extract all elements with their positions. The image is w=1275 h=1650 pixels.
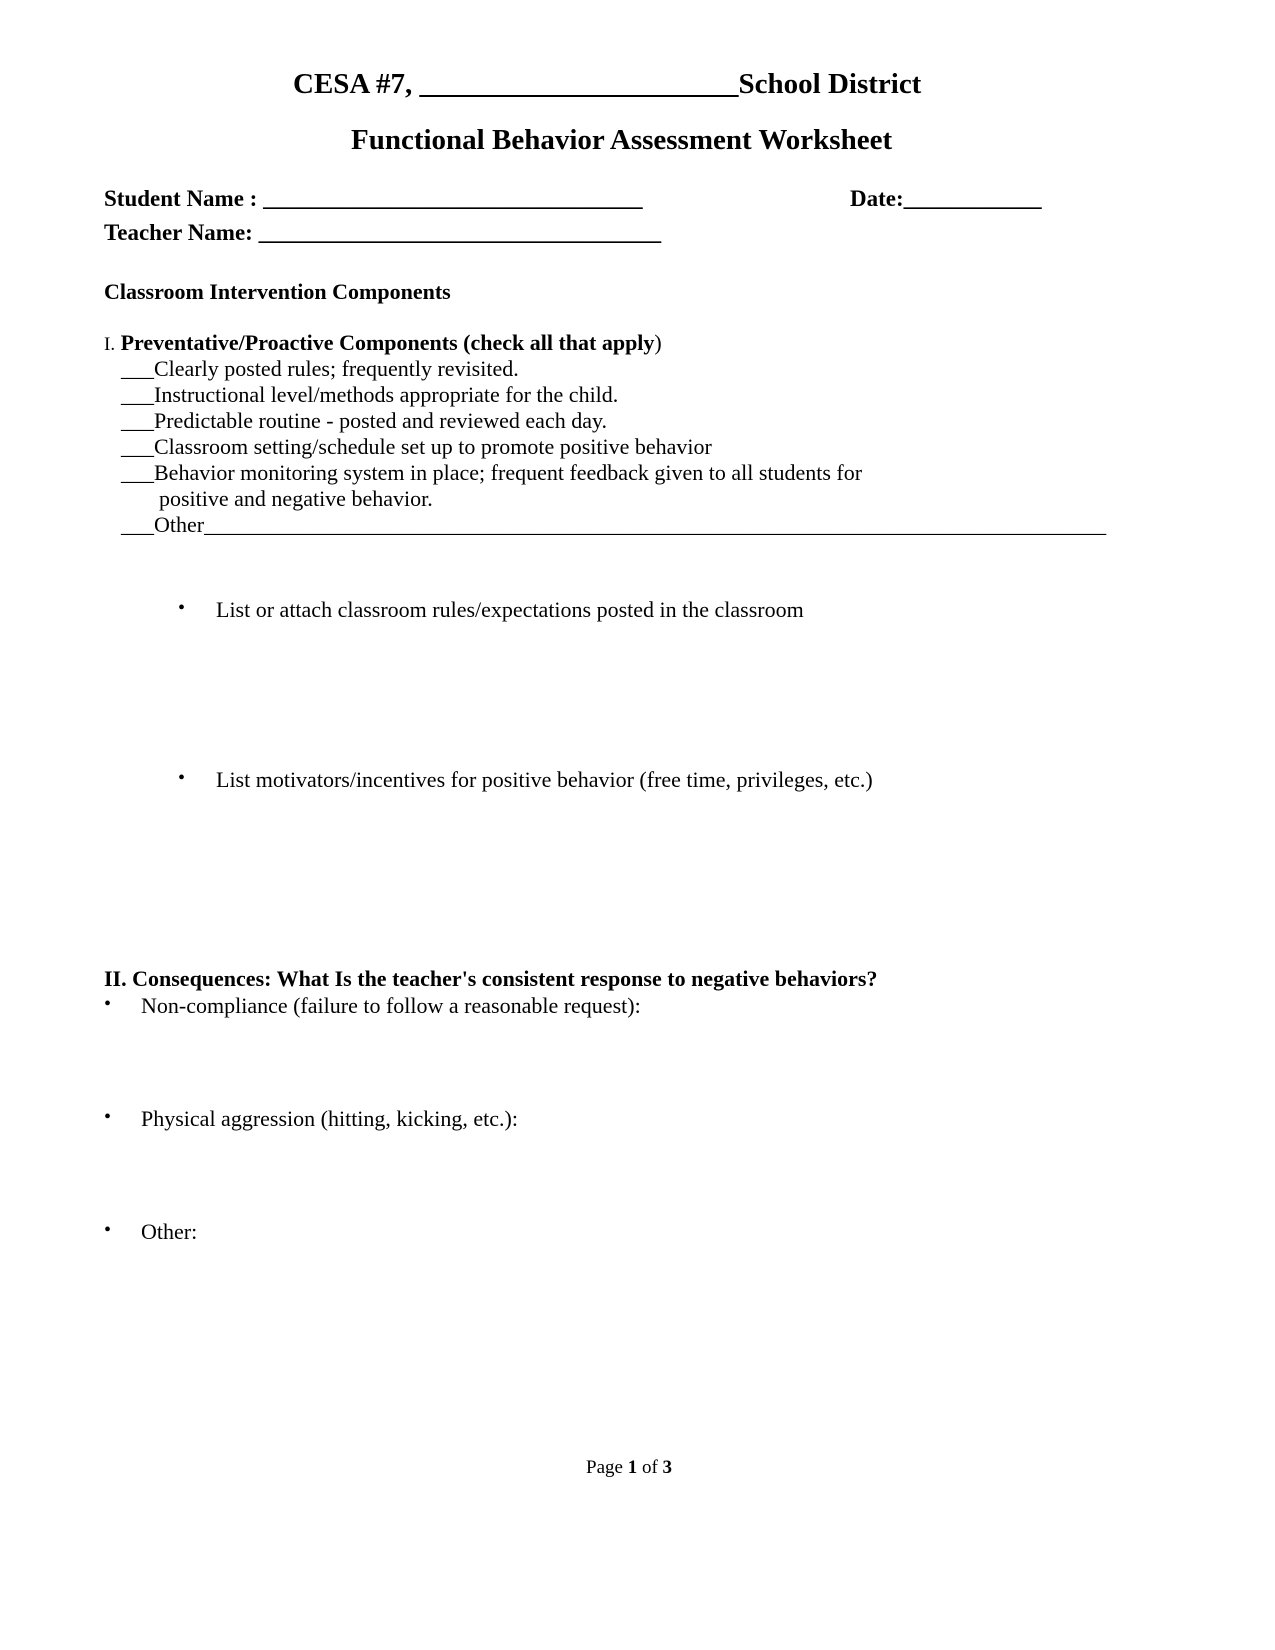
section-2-heading: II. Consequences: What Is the teacher's consistent response to negative behaviors? [104,966,878,991]
bullet-icon: • [178,597,186,619]
section-heading: Classroom Intervention Components [104,279,451,304]
date-field: Date:____________ [850,186,1042,211]
checklist-item-other: ___Other__________________________________________________________________________________ [121,512,1107,537]
page-number [586,1457,672,1479]
section-1-heading-text: Preventative/Proactive Components (check all that apply [120,330,655,355]
bullet-icon: • [178,767,186,789]
prompt-physical-aggression: Physical aggression (hitting, kicking, etc.): [141,1106,518,1131]
checklist-item: ___Behavior monitoring system in place; frequent feedback given to all students for [121,460,863,485]
section-1-numeral: I. [104,334,116,355]
prompt-motivators: List motivators/incentives for positive behavior (free time, privileges, etc.) [216,767,873,792]
page-label: Page [586,1457,628,1478]
section-1-heading [104,330,662,356]
section-1-heading-close: ) [654,330,662,355]
checklist-item: ___Predictable routine - posted and reviewed each day. [121,408,608,433]
page-of-label: of [637,1457,663,1478]
checklist-item-continuation: positive and negative behavior. [159,486,433,511]
checklist-item: ___Instructional level/methods appropriate for the child. [121,382,619,407]
bullet-icon: • [104,1106,112,1128]
teacher-name-field: Teacher Name: ___________________________________ [104,220,662,245]
prompt-non-compliance: Non-compliance (failure to follow a reasonable request): [141,993,641,1018]
checklist-item: ___Classroom setting/schedule set up to promote positive behavior [121,434,712,459]
bullet-icon: • [104,993,112,1015]
page-current: 1 [627,1457,638,1478]
district-line: CESA #7, ______________________School District [293,68,922,100]
bullet-icon: • [104,1219,112,1241]
student-name-field: Student Name : _________________________________ [104,186,643,211]
page-title: Functional Behavior Assessment Worksheet [351,124,893,156]
prompt-rules: List or attach classroom rules/expectations posted in the classroom [216,597,804,622]
prompt-other: Other: [141,1219,198,1244]
checklist-item: ___Clearly posted rules; frequently revisited. [121,356,519,381]
page-total: 3 [662,1457,673,1478]
